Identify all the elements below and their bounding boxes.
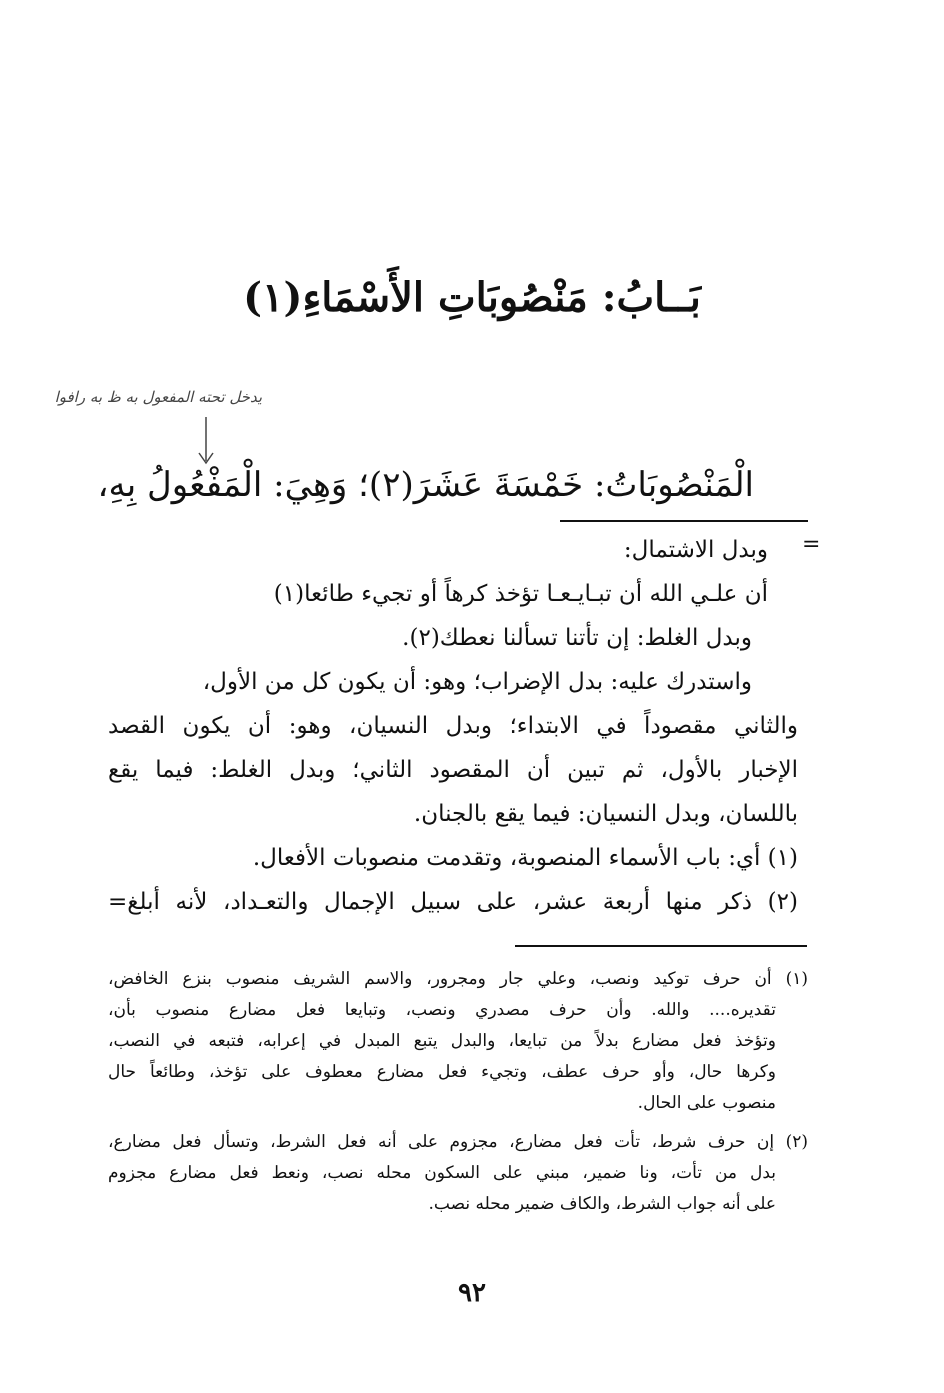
commentary-note-line: (٢) ذكر منها أربعة عشر، على سبيل الإجمال والتعـداد، لأنه أبلغ= <box>108 889 798 915</box>
commentary-line: باللسان، وبدل النسيان: فيما يقع بالجنان. <box>413 801 798 827</box>
commentary-line: الإخبار بالأول، ثم تبين أن المقصود الثاني؛ وبدل الغلط: فيما يقع <box>108 757 798 783</box>
main-text-line: الْمَنْصُوبَاتُ: خَمْسَةَ عَشَرَ(٢)؛ وَهِيَ: الْمَفْعُولُ بِهِ، <box>97 465 754 505</box>
continuation-mark: = <box>802 532 821 557</box>
verse-line: أن علـي الله أن تبـايـعـا تؤخذ كرهاً أو تجيء طائعا(١) <box>273 581 768 607</box>
footnote-line: (١) أن حرف توكيد ونصب، وعلي جار ومجرور، والاسم الشريف منصوب بنزع الخافض، <box>108 969 808 989</box>
commentary-line: واستدرك عليه: بدل الإضراب؛ وهو: أن يكون كل من الأول، <box>202 669 752 695</box>
footnote-1 <box>108 964 808 1119</box>
commentary-line: والثاني مقصوداً في الابتداء؛ وبدل النسيان، وهو: أن يكون القصد <box>108 713 798 739</box>
top-divider <box>560 520 808 522</box>
footnote-line: وتؤخذ فعل مضارع بدلاً من تبايعا، والبدل يتبع المبدل في إعرابه، فتبعه في النصب، <box>108 1031 776 1051</box>
chapter-title: بَــابُ: مَنْصُوبَاتِ الأَسْمَاءِ(١) <box>243 274 701 321</box>
commentary-line: وبدل الغلط: إن تأتنا تسألنا نعطك(٢). <box>402 625 752 651</box>
commentary-line: وبدل الاشتمال: <box>623 537 768 563</box>
footnote-divider <box>515 945 807 947</box>
footnotes <box>108 964 808 1220</box>
footnote-line: منصوب على الحال. <box>637 1093 776 1113</box>
footnote-line: على أنه جواب الشرط، والكاف ضمير محله نصب. <box>428 1194 776 1214</box>
footnote-line: تقديره.... والله. وأن حرف مصدري ونصب، وتبايعا فعل مضارع منصوب بأن، <box>108 1000 776 1020</box>
commentary-block <box>108 528 798 924</box>
commentary-note-line: (١) أي: باب الأسماء المنصوبة، وتقدمت منصوبات الأفعال. <box>252 845 798 871</box>
footnote-2 <box>108 1127 808 1220</box>
handwritten-margin-note: يدخل تحته المفعول به ظ به رافوا <box>54 388 262 406</box>
footnote-line: (٢) إن حرف شرط، تأت فعل مضارع، مجزوم على أنه فعل الشرط، وتسأل فعل مضارع، <box>108 1132 808 1152</box>
footnote-line: وكرها حال، وأو حرف عطف، وتجيء فعل مضارع معطوف على تؤخذ، وطائعاً حال <box>108 1062 776 1082</box>
page-number: ٩٢ <box>458 1278 486 1308</box>
footnote-line: بدل من تأت، ونا ضمير، مبني على السكون محله نصب، ونعط فعل مضارع مجزوم <box>108 1163 776 1183</box>
